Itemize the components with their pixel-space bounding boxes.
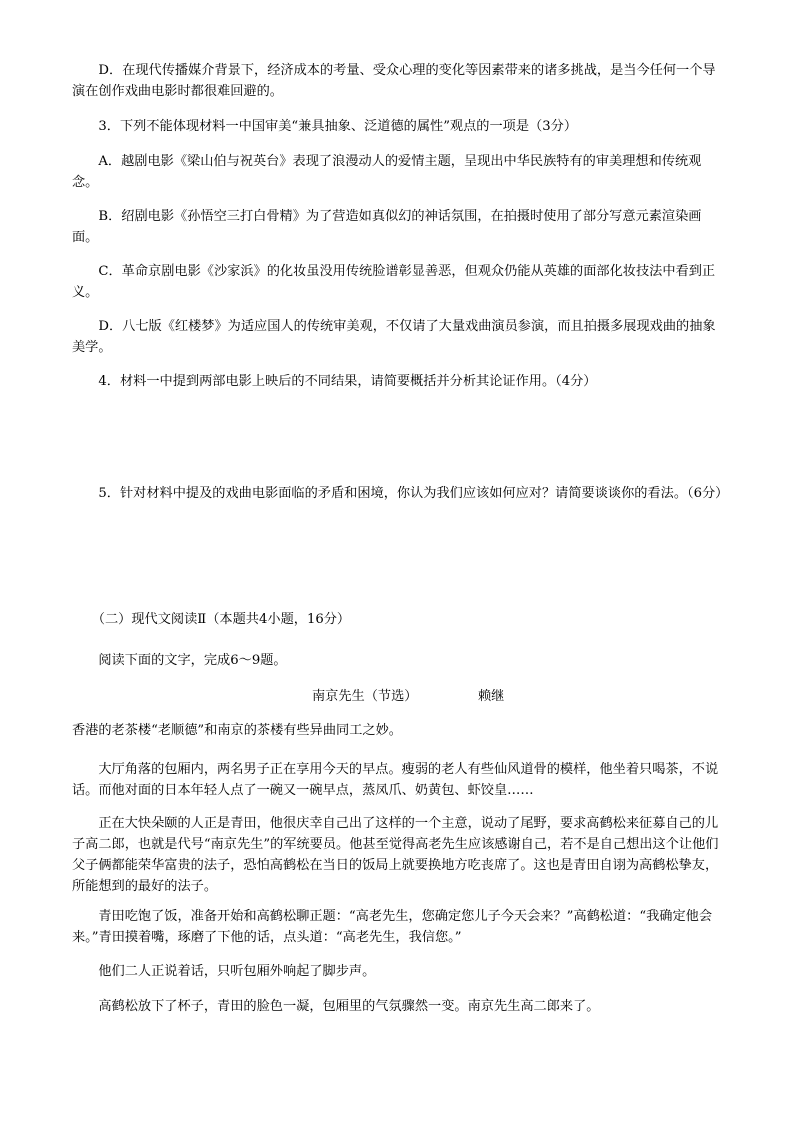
question-3: 3．下列不能体现材料一中国审美“兼具抽象、泛道德的属性”观点的一项是（3分） bbox=[72, 119, 578, 134]
story-paragraph: 青田吃饱了饭，准备开始和高鹤松聊正题：“高老先生，您确定您儿子今天会来？”高鹤松道：“我确定他会来。”青田摸着嘴，琢磨了下他的话，点头道：“高老先生，我信您。” bbox=[72, 909, 713, 945]
story-paragraph: 高鹤松放下了杯子，青田的脸色一凝，包厢里的气氛骤然一变。南京先生高二郎来了。 bbox=[72, 999, 600, 1014]
question-4: 4．材料一中提到两部电影上映后的不同结果，请简要概括并分析其论证作用。（4分） bbox=[72, 374, 597, 389]
question-3-option-a: A．越剧电影《梁山伯与祝英台》表现了浪漫动人的爱情主题，呈现出中华民族特有的审美理想和传统观念。 bbox=[72, 154, 702, 190]
story-title: 南京先生（节选） bbox=[312, 689, 418, 704]
section-heading: （二）现代文阅读Ⅱ（本题共4小题，16分） bbox=[72, 612, 351, 627]
story-paragraph: 香港的老茶楼“老顺德”和南京的茶楼有些异曲同工之妙。 bbox=[72, 723, 402, 738]
option-d-paragraph: D．在现代传播媒介背景下，经济成本的考量、受众心理的变化等因素带来的诸多挑战，是当今任何一个导演在创作戏曲电影时都很难回避的。 bbox=[72, 63, 716, 99]
question-3-option-b: B．绍剧电影《孙悟空三打白骨精》为了营造如真似幻的神话氛围，在拍摄时使用了部分写意元素渲染画面。 bbox=[72, 209, 702, 245]
question-3-option-c: C．革命京剧电影《沙家浜》的化妆虽没用传统脸谱彰显善恶，但观众仍能从英雄的面部化妆技法中看到正义。 bbox=[72, 264, 716, 300]
story-paragraph: 正在大快朵颐的人正是青田，他很庆幸自己出了这样的一个主意，说动了尾野，要求高鹤松来征募自己的儿子高二郎，也就是代号“南京先生”的军统要员。他甚至觉得高老先生应该感谢自己，若不是自己想出这个让他们父子俩都能荣华富贵的法子，恐怕高鹤松在当日的饭局上就要换地方吃丧席了。这也是青田自诩为高鹤松挚友，所能想到的最好的法子。 bbox=[72, 816, 719, 894]
story-paragraph: 他们二人正说着话，只听包厢外响起了脚步声。 bbox=[72, 964, 376, 979]
question-3-option-d: D．八七版《红楼梦》为适应国人的传统审美观，不仅请了大量戏曲演员参演，而且拍摄多展现戏曲的抽象美学。 bbox=[72, 319, 716, 355]
story-author: 赖继 bbox=[478, 689, 505, 704]
reading-instruction: 阅读下面的文字，完成6～9题。 bbox=[72, 653, 287, 668]
story-paragraph: 大厅角落的包厢内，两名男子正在享用今天的早点。瘦弱的老人有些仙风道骨的模样，他坐着只喝茶，不说话。而他对面的日本年轻人点了一碗又一碗早点，蒸凤爪、奶黄包、虾饺皇…… bbox=[72, 762, 719, 798]
question-5: 5．针对材料中提及的戏曲电影面临的矛盾和困境，你认为我们应该如何应对？请简要谈谈你的看法。（6分） bbox=[72, 486, 729, 501]
